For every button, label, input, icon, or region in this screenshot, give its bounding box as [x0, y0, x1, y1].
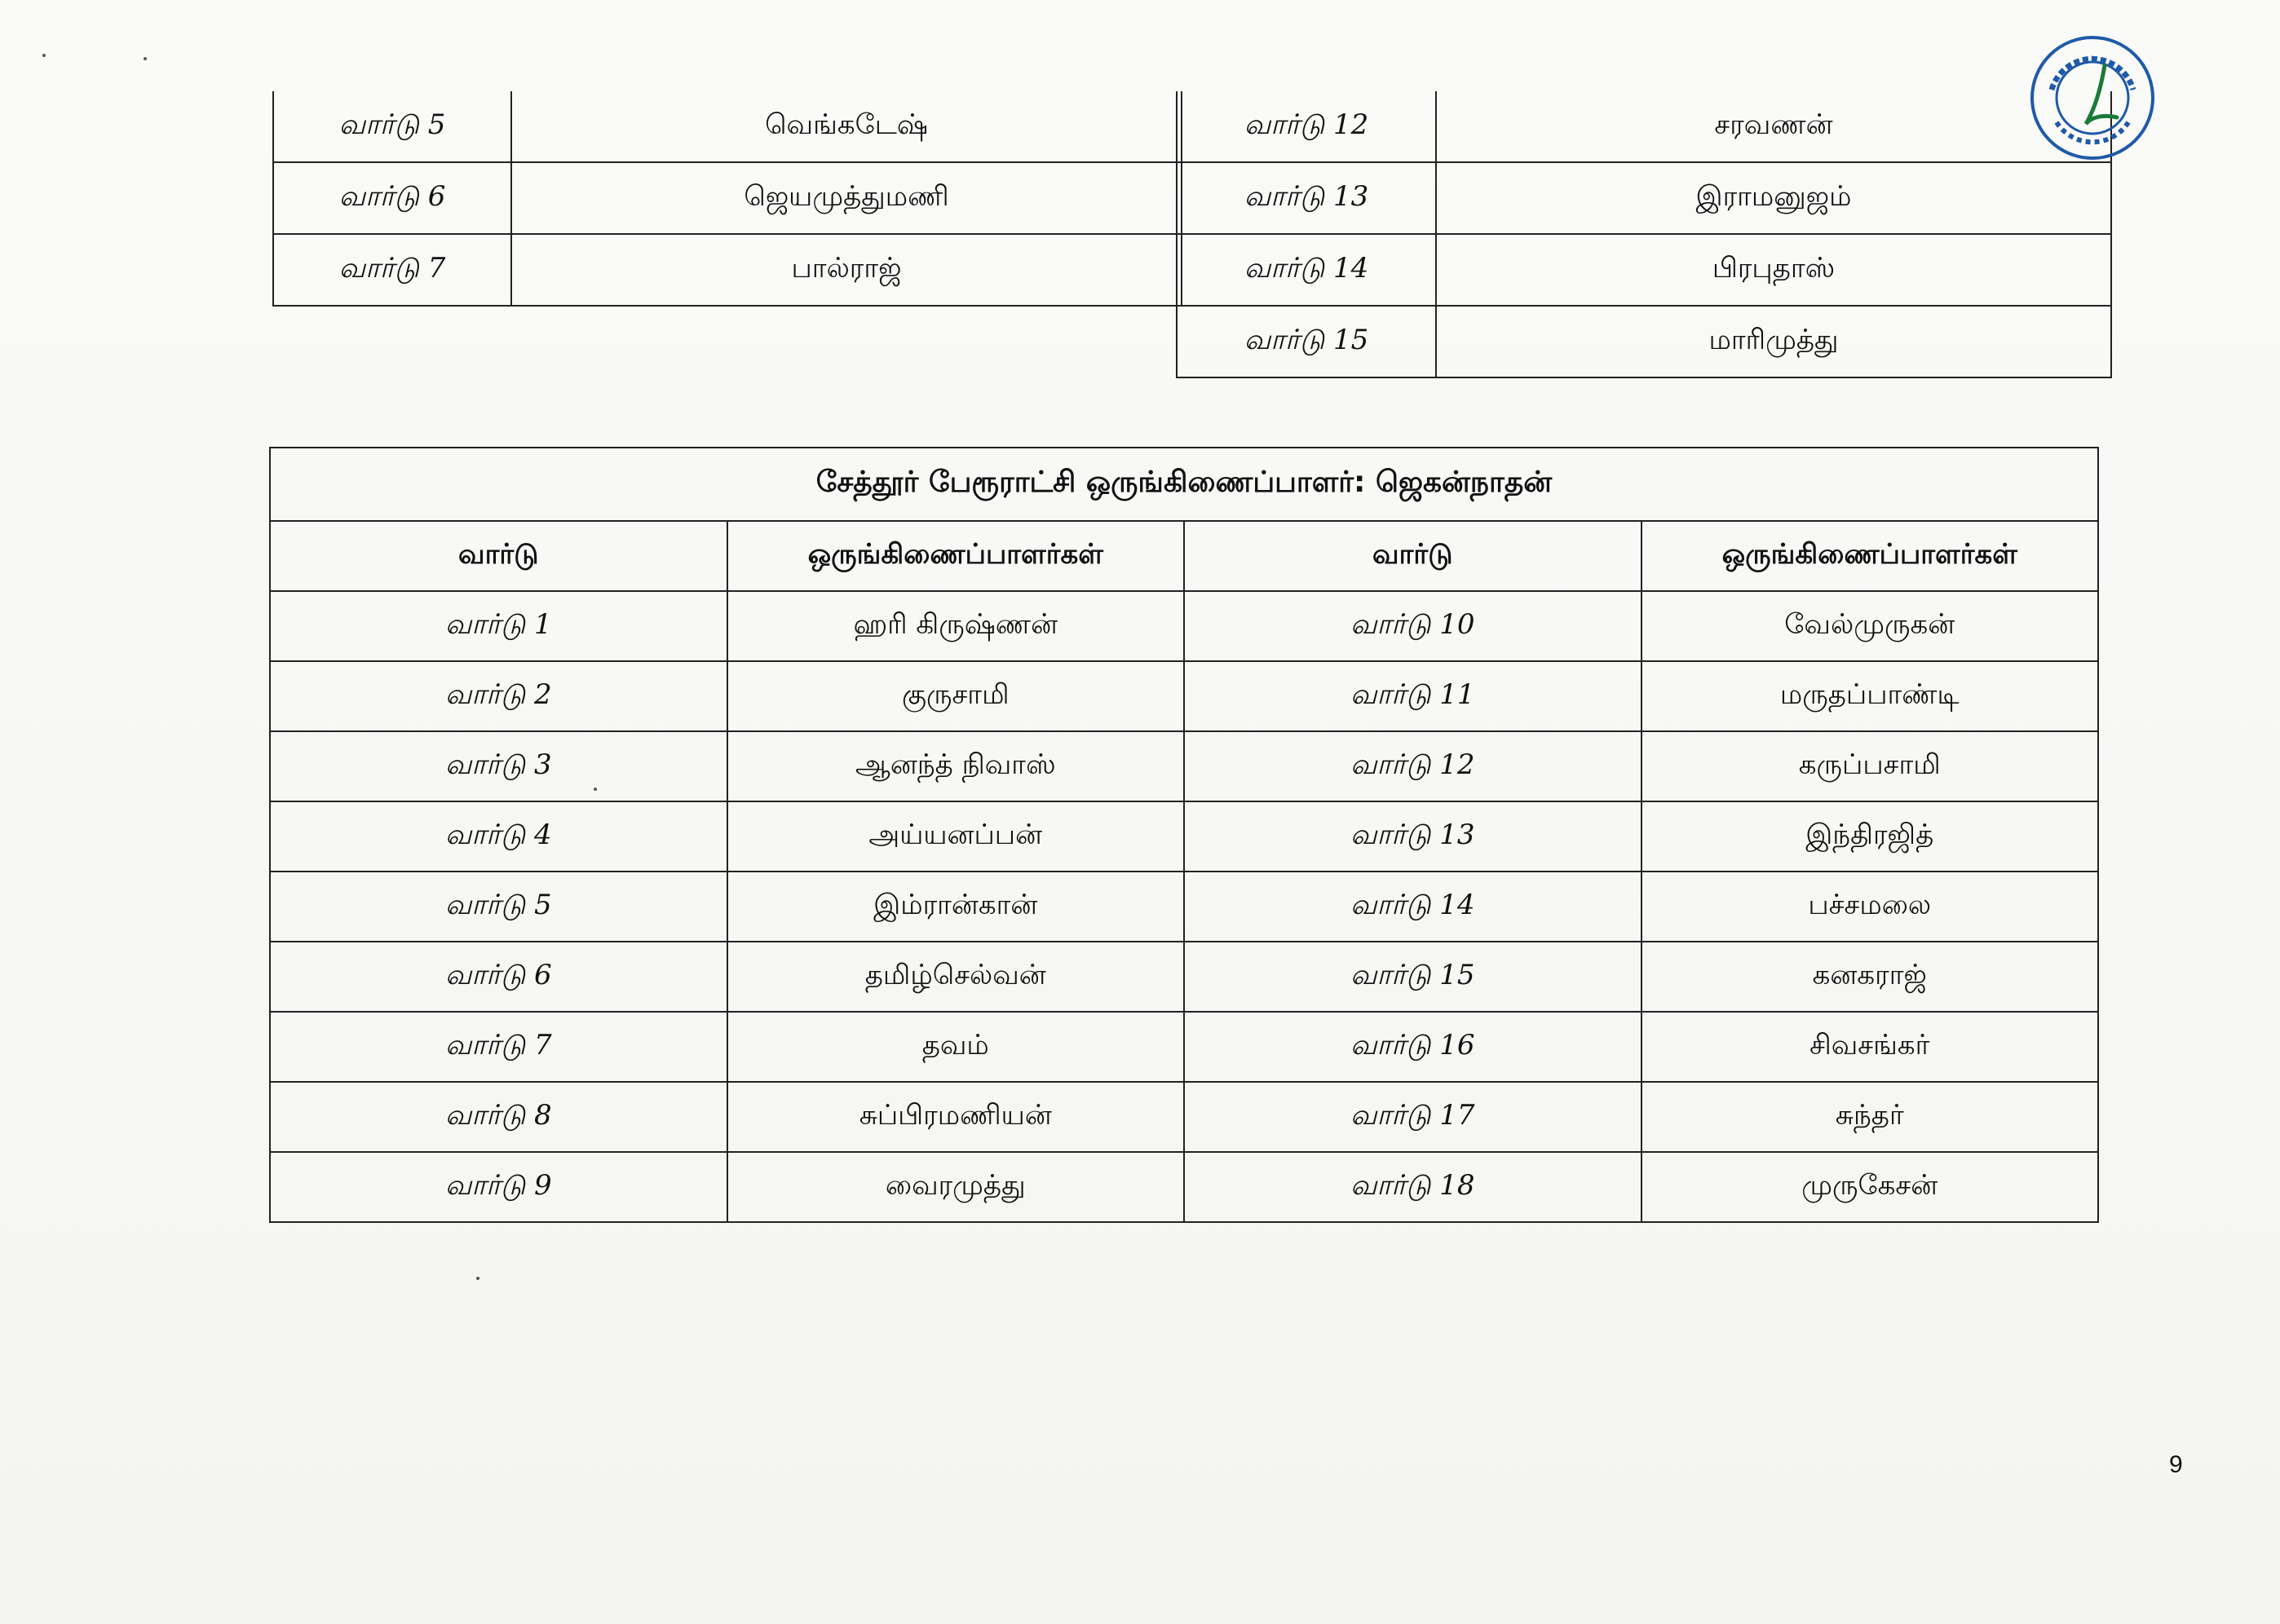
table-title: சேத்தூர் பேரூராட்சி ஒருங்கிணைப்பாளர்: ஜெகன்நாதன் [270, 448, 2098, 521]
scan-speck [476, 1277, 479, 1280]
scan-speck [42, 54, 46, 57]
column-header: ஒருங்கிணைப்பாளர்கள் [727, 521, 1185, 591]
ward-cell: வார்டு 16 [1184, 1012, 1642, 1082]
coordinator-cell: ஆனந்த் நிவாஸ் [727, 731, 1185, 801]
ward-cell: வார்டு 6 [270, 942, 727, 1012]
coordinator-cell: தமிழ்செல்வன் [727, 942, 1185, 1012]
ward-cell: வார்டு 17 [1184, 1082, 1642, 1152]
page-number: 9 [2169, 1451, 2183, 1478]
column-header: வார்டு [1184, 521, 1642, 591]
ward-cell: வார்டு 3 [270, 731, 727, 801]
ward-cell: வார்டு 13 [1177, 162, 1436, 234]
table-row [270, 661, 2098, 731]
coordinator-cell: பிரபுதாஸ் [1436, 234, 2111, 306]
coordinator-cell: சுந்தர் [1642, 1082, 2099, 1152]
column-header: வார்டு [270, 521, 727, 591]
ward-cell: வார்டு 4 [270, 801, 727, 872]
table-row [270, 1152, 2098, 1222]
coordinator-cell: மருதப்பாண்டி [1642, 661, 2099, 731]
table-row [273, 162, 1182, 234]
coordinator-cell: குருசாமி [727, 661, 1185, 731]
coordinator-cell: பால்ராஜ் [511, 234, 1182, 306]
ward-cell: வார்டு 15 [1184, 942, 1642, 1012]
coordinator-cell: ஹரி கிருஷ்ணன் [727, 591, 1185, 661]
top-right-ward-table [1176, 91, 2112, 378]
ward-cell: வார்டு 18 [1184, 1152, 1642, 1222]
coordinator-cell: கனகராஜ் [1642, 942, 2099, 1012]
ward-cell: வார்டு 5 [270, 872, 727, 942]
ward-cell: வார்டு 14 [1177, 234, 1436, 306]
top-left-ward-table [272, 91, 1182, 307]
coordinator-cell: சிவசங்கர் [1642, 1012, 2099, 1082]
table-row [273, 91, 1182, 162]
ward-cell: வார்டு 10 [1184, 591, 1642, 661]
coordinator-cell: சுப்பிரமணியன் [727, 1082, 1185, 1152]
ward-cell: வார்டு 15 [1177, 306, 1436, 377]
scan-speck [144, 57, 147, 60]
ward-cell: வார்டு 7 [273, 234, 511, 306]
seal-lettering-arc-lower [2057, 122, 2128, 142]
seal-inner-ring [2057, 62, 2128, 134]
coordinator-cell: இம்ரான்கான் [727, 872, 1185, 942]
table-row [1177, 306, 2111, 377]
seal-outer-ring [2032, 38, 2153, 158]
scan-speck [594, 788, 597, 791]
coordinator-cell: இராமனுஜம் [1436, 162, 2111, 234]
coordinator-cell: அய்யனப்பன் [727, 801, 1185, 872]
ward-cell: வார்டு 9 [270, 1152, 727, 1222]
sethur-coordinators-table [269, 447, 2099, 1223]
table-row [270, 872, 2098, 942]
coordinator-cell: கருப்பசாமி [1642, 731, 2099, 801]
table-title-row [270, 448, 2098, 521]
ward-cell: வார்டு 2 [270, 661, 727, 731]
column-header: ஒருங்கிணைப்பாளர்கள் [1642, 521, 2099, 591]
table-row [1177, 91, 2111, 162]
table-row [270, 1082, 2098, 1152]
coordinator-cell: முருகேசன் [1642, 1152, 2099, 1222]
coordinator-cell: சரவணன் [1436, 91, 2111, 162]
table-row [270, 591, 2098, 661]
table-row [270, 1012, 2098, 1082]
ward-cell: வார்டு 13 [1184, 801, 1642, 872]
table-header-row [270, 521, 2098, 591]
ward-cell: வார்டு 6 [273, 162, 511, 234]
ward-cell: வார்டு 12 [1177, 91, 1436, 162]
coordinator-cell: பச்சமலை [1642, 872, 2099, 942]
ward-cell: வார்டு 14 [1184, 872, 1642, 942]
coordinator-cell: வெங்கடேஷ் [511, 91, 1182, 162]
ward-cell: வார்டு 7 [270, 1012, 727, 1082]
table-row [270, 942, 2098, 1012]
table-row [1177, 234, 2111, 306]
ward-cell: வார்டு 1 [270, 591, 727, 661]
ward-cell: வார்டு 12 [1184, 731, 1642, 801]
ward-cell: வார்டு 11 [1184, 661, 1642, 731]
table-row [270, 801, 2098, 872]
signature-mark [2086, 65, 2117, 124]
table-row [270, 731, 2098, 801]
coordinator-cell: ஜெயமுத்துமணி [511, 162, 1182, 234]
coordinator-cell: வைரமுத்து [727, 1152, 1185, 1222]
table-row [273, 234, 1182, 306]
ward-cell: வார்டு 8 [270, 1082, 727, 1152]
ward-cell: வார்டு 5 [273, 91, 511, 162]
coordinator-cell: வேல்முருகன் [1642, 591, 2099, 661]
coordinator-cell: இந்திரஜித் [1642, 801, 2099, 872]
party-seal-stamp [2027, 33, 2158, 163]
table-row [1177, 162, 2111, 234]
coordinator-cell: மாரிமுத்து [1436, 306, 2111, 377]
coordinator-cell: தவம் [727, 1012, 1185, 1082]
